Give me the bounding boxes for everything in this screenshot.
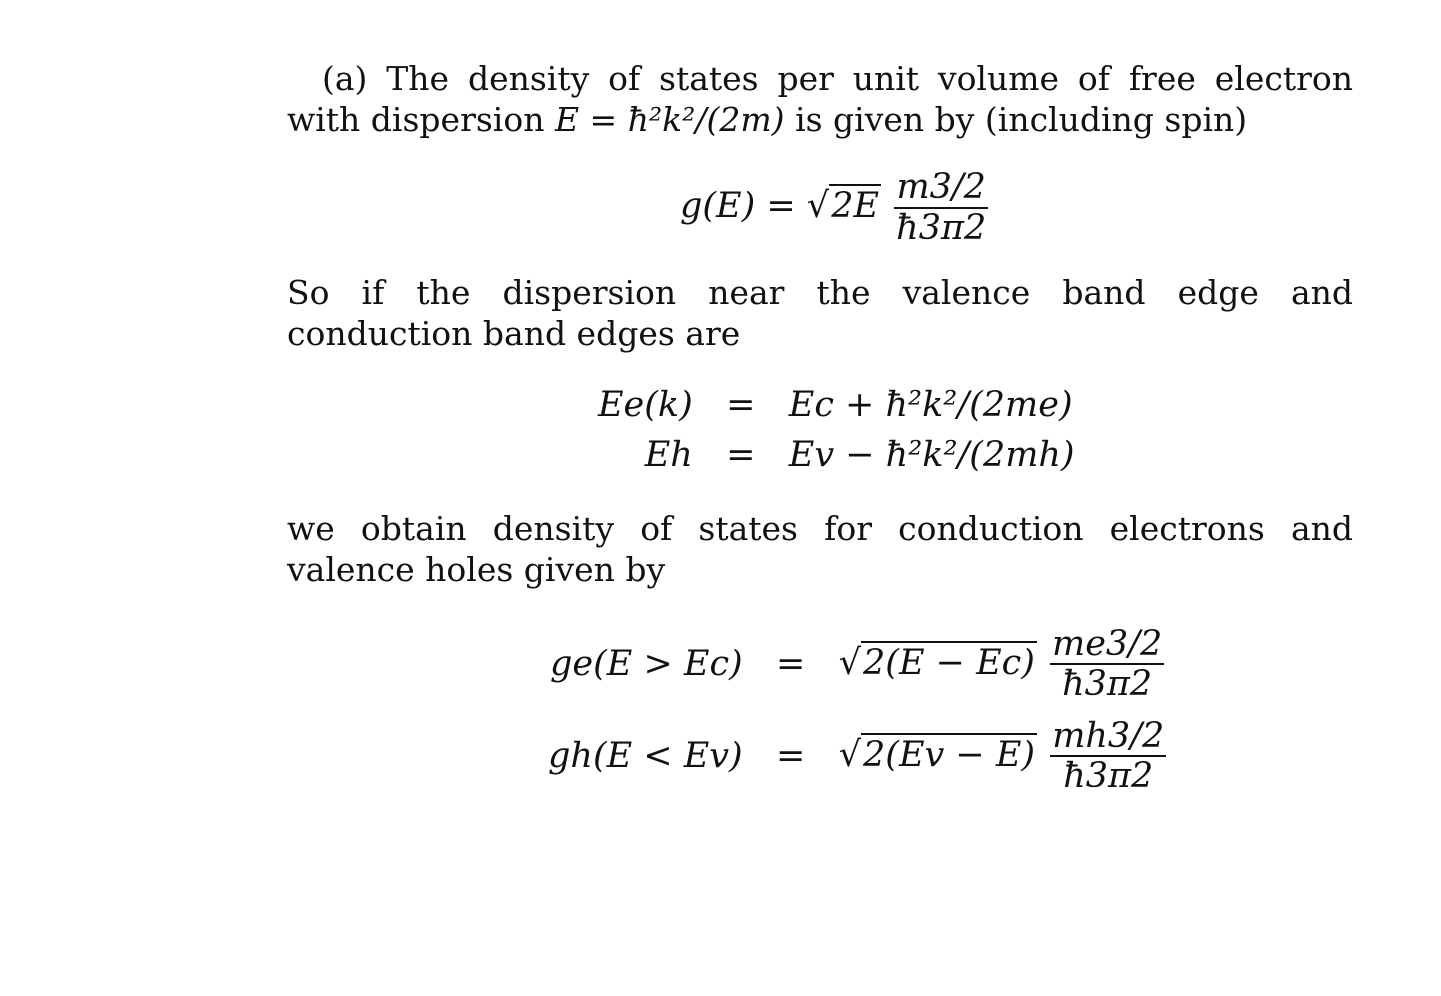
dispersion-formula: E = ħ²k²/(2m) — [554, 100, 785, 139]
part-label: (a) — [322, 59, 368, 98]
eq1-fraction — [894, 168, 988, 247]
eq2-row2-equals: = — [726, 435, 756, 475]
eq1-radicand: 2E — [831, 186, 880, 226]
eq3-row1-fraction — [1050, 625, 1164, 704]
dos-result-paragraph: we obtain density of states for conduction electrons and valence holes given by — [287, 509, 1353, 589]
eq3-row1-rhs — [839, 618, 1169, 710]
eq1-numerator: m3/2 — [894, 168, 988, 209]
eq1-equals: = — [766, 186, 796, 226]
eq1-denominator: ħ3π2 — [896, 207, 987, 248]
eq-row-valence-dos — [548, 710, 1168, 802]
eq2-row1-rhs: Ec + ħ²k²/(2me) — [788, 385, 1073, 425]
eq2-row2-rhs: Ev − ħ²k²/(2mh) — [788, 435, 1075, 475]
eq-row-hole — [598, 430, 1075, 480]
eq3-row2-numerator: mh3/2 — [1052, 715, 1165, 756]
eq3-row2-rhs — [839, 710, 1169, 802]
eq-row-electron — [598, 380, 1075, 430]
eq3-row1-lhs: ge(E > Ec) — [550, 644, 743, 684]
intro-text: The density of states per unit volume of free electron with dispersion — [287, 59, 1353, 139]
intro-paragraph — [287, 58, 1353, 140]
eq3-row1-equals: = — [776, 644, 806, 684]
eq3-row2-fraction — [1050, 717, 1166, 796]
eq3-row2-lhs: gh(E < Ev) — [548, 736, 743, 776]
eq3-row2-equals: = — [776, 736, 806, 776]
band-edge-paragraph: So if the dispersion near the valence band edge and conduction band edges are — [287, 273, 1353, 353]
equation-free-electron-dos — [680, 168, 990, 247]
eq2-row2-lhs: Eh — [644, 435, 693, 475]
eq3-row1-numerator: me3/2 — [1052, 623, 1163, 664]
eq2-row1-equals: = — [726, 385, 756, 425]
eq3-row1-denominator: ħ3π2 — [1062, 664, 1153, 704]
eq-row-conduction-dos — [548, 618, 1168, 710]
intro-tail: is given by (including spin) — [795, 100, 1248, 139]
eq3-row1-radicand: 2(E − Ec) — [863, 642, 1035, 683]
eq3-row2-radicand: 2(Ev − E) — [863, 734, 1036, 775]
sqrt-symbol: √2E — [806, 186, 880, 226]
equation-carrier-dos — [548, 618, 1168, 802]
equation-band-dispersion — [598, 380, 1075, 480]
eq2-row1-lhs: Ee(k) — [598, 385, 693, 425]
eq1-lhs: g(E) — [680, 186, 756, 226]
sqrt-symbol: √2(Ev − E) — [838, 734, 1036, 775]
sqrt-symbol: √2(E − Ec) — [838, 642, 1035, 683]
eq3-row2-denominator: ħ3π2 — [1063, 756, 1154, 796]
